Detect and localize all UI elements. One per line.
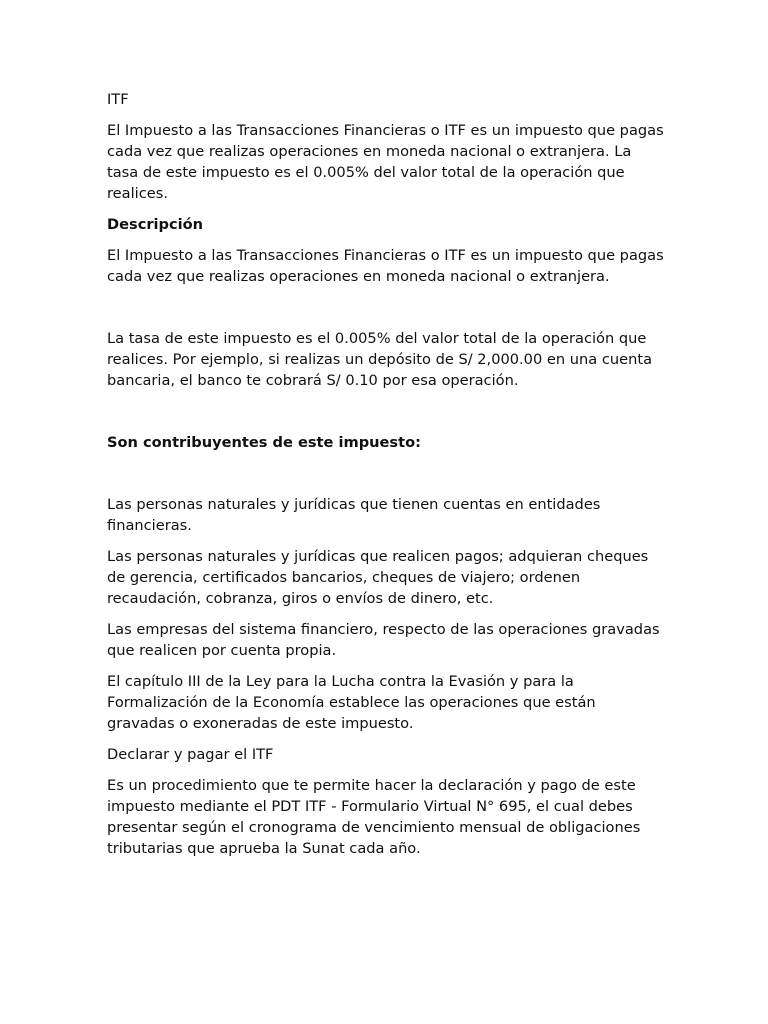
heading-declare: Declarar y pagar el ITF bbox=[107, 746, 274, 763]
description-paragraph-1: El Impuesto a las Transacciones Financieras o ITF es un impuesto que pagas cada vez que realizas operaciones en moneda nacional o extranjera. bbox=[107, 247, 664, 285]
heading-description: Descripción bbox=[107, 216, 204, 233]
document-page bbox=[107, 89, 667, 869]
description-paragraph-2: La tasa de este impuesto es el 0.005% del valor total de la operación que realices. Por ejemplo, si realizas un depósito de S/ 2,000.00 en una cuenta bancaria, el banco te cobrará S/ 0.10 por esa operación. bbox=[107, 330, 653, 389]
heading-contributors: Son contribuyentes de este impuesto: bbox=[107, 434, 421, 451]
intro-paragraph: El Impuesto a las Transacciones Financieras o ITF es un impuesto que pagas cada vez que realizas operaciones en moneda nacional o extranjera. La tasa de este impuesto es el 0.005% del valor total de la operación que realices. bbox=[107, 122, 664, 202]
contributor-paragraph-3: Las empresas del sistema financiero, respecto de las operaciones gravadas que realicen por cuenta propia. bbox=[107, 621, 660, 659]
contributor-paragraph-2: Las personas naturales y jurídicas que realicen pagos; adquieran cheques de gerencia, certificados bancarios, cheques de viajero; ordenen recaudación, cobranza, giros o envíos de dinero, etc. bbox=[107, 548, 649, 607]
declare-paragraph: Es un procedimiento que te permite hacer la declaración y pago de este impuesto mediante el PDT ITF - Formulario Virtual N° 695, el cual debes presentar según el cronograma de vencimiento mensual de obligaciones tributarias que aprueba la Sunat cada año. bbox=[107, 777, 641, 857]
contributor-paragraph-1: Las personas naturales y jurídicas que tienen cuentas en entidades financieras. bbox=[107, 496, 601, 534]
law-paragraph: El capítulo III de la Ley para la Lucha contra la Evasión y para la Formalización de la Economía establece las operaciones que están gravadas o exoneradas de este impuesto. bbox=[107, 673, 596, 732]
document-title: ITF bbox=[107, 91, 129, 108]
